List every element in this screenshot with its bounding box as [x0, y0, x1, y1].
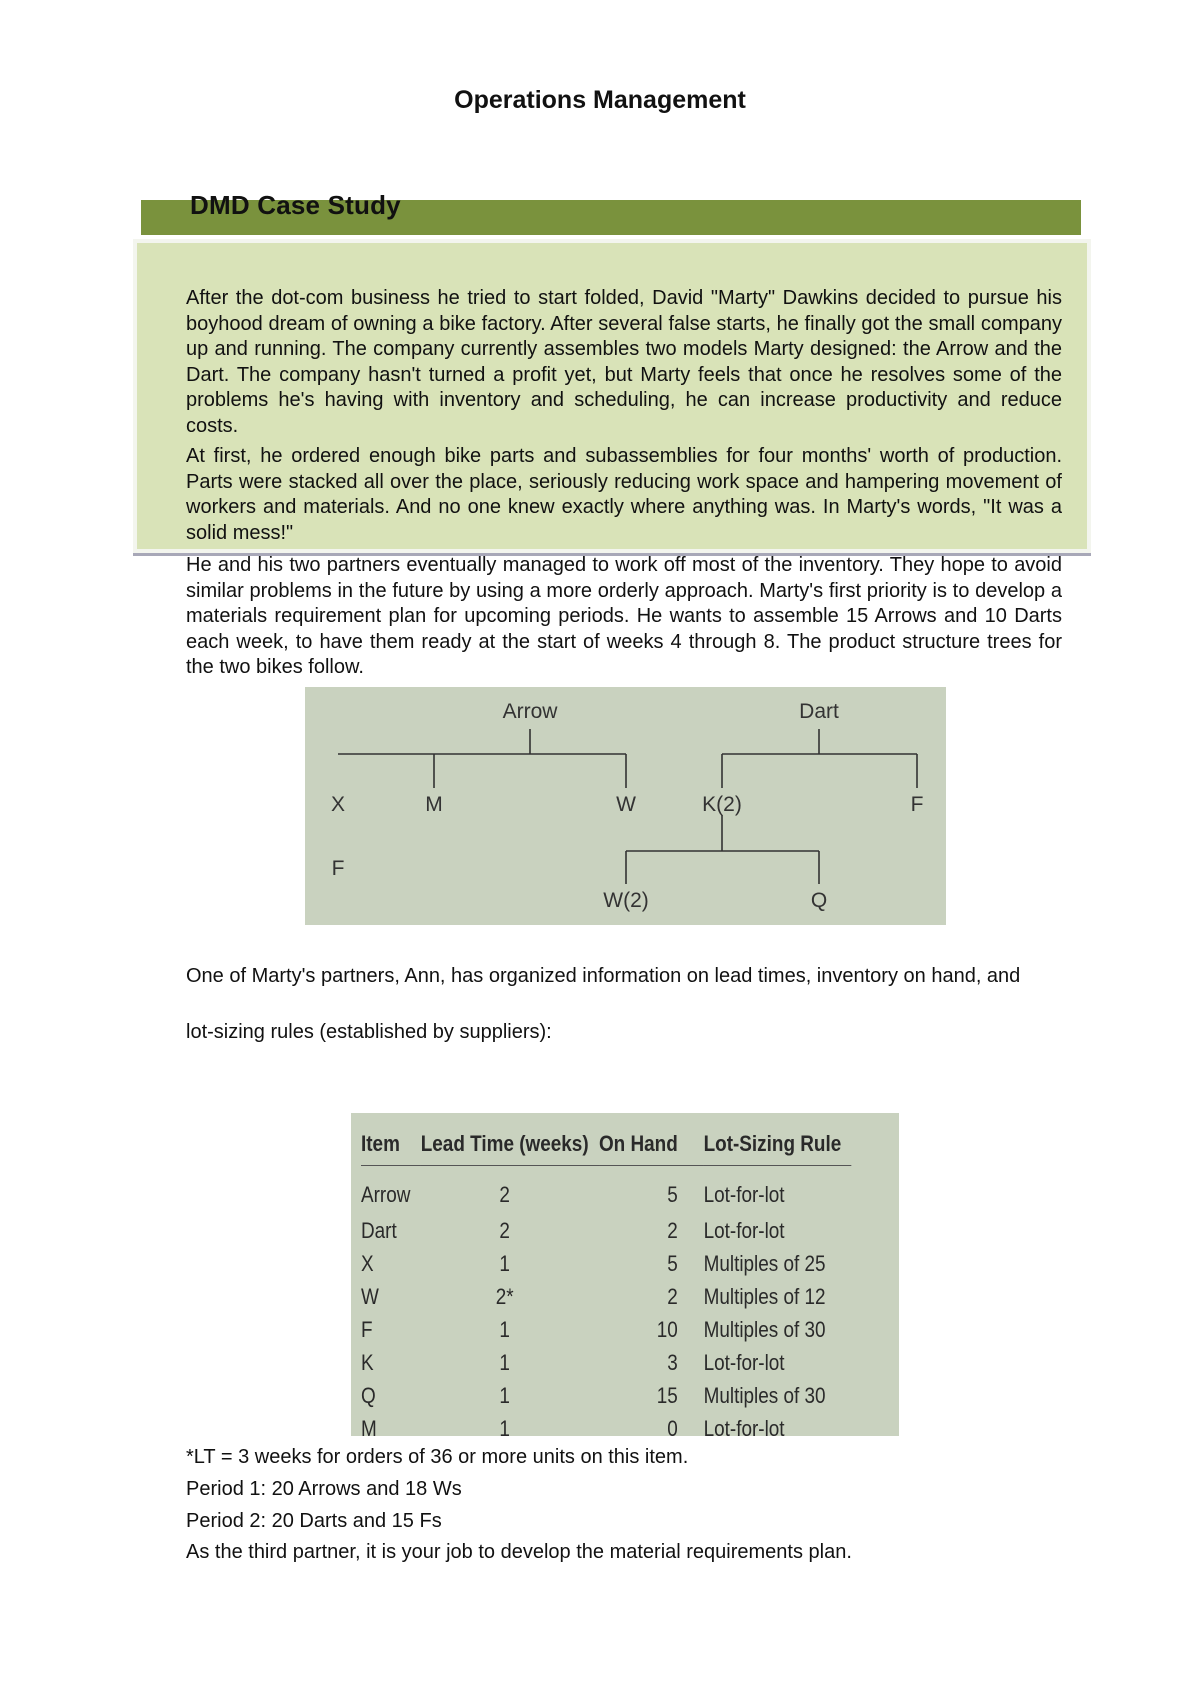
tree-node-arrow: Arrow [502, 700, 558, 723]
tree-node-x: X [330, 793, 346, 816]
cell-on-hand: 3 [667, 1349, 678, 1375]
cell-on-hand: 5 [667, 1250, 678, 1276]
cell-lot-sizing-rule: Multiples of 12 [703, 1283, 826, 1309]
header-lot-sizing-rule: Lot-Sizing Rule [704, 1123, 852, 1166]
table-row [361, 1214, 852, 1247]
table-row [361, 1166, 852, 1215]
body-paragraph-1: He and his two partners eventually managed to work off most of the inventory. They hope to avoid similar problems in the future by using a more orderly approach. Marty's first priority is to develop a materials requirement plan for upcoming periods. He wants to assemble 15 Arrows and 10 Darts each week, to have them ready at the start of weeks 4 through 8. The product structure trees for the two bikes follow. [186, 554, 1062, 679]
tree-node-q: Q [810, 889, 828, 912]
cell-item: Arrow [361, 1182, 411, 1207]
tree-node-f: F [910, 793, 924, 816]
cell-lead-time: 1 [499, 1349, 510, 1375]
tree-node-x-f: F [331, 857, 345, 880]
table-row [361, 1247, 852, 1280]
cell-on-hand: 5 [667, 1182, 678, 1207]
cell-item: F [361, 1316, 373, 1342]
cell-lead-time: 2 [499, 1217, 510, 1243]
cell-lot-sizing-rule: Multiples of 30 [703, 1382, 826, 1408]
cell-on-hand: 2 [667, 1283, 678, 1309]
lot-sizing-table-panel [351, 1113, 899, 1441]
table-row [361, 1346, 852, 1379]
cell-item: Q [361, 1382, 376, 1408]
cell-lead-time: 1 [499, 1382, 510, 1408]
tree-node-dart: Dart [799, 700, 839, 723]
header-on-hand: On Hand [599, 1123, 704, 1166]
table-row [361, 1412, 852, 1445]
product-structure-diagram [305, 687, 946, 925]
header-item: Item [361, 1123, 421, 1166]
period-2-note: Period 2: 20 Darts and 15 Fs [186, 1510, 442, 1532]
cell-on-hand: 10 [656, 1316, 678, 1342]
tree-node-m: M [425, 793, 443, 816]
cell-on-hand: 15 [656, 1382, 678, 1408]
body-paragraph-3: lot-sizing rules (established by suppliers): [186, 1021, 552, 1043]
cell-lead-time: 2* [495, 1283, 514, 1309]
cell-item: W [361, 1283, 379, 1309]
lead-time-footnote: *LT = 3 weeks for orders of 36 or more units on this item. [186, 1446, 689, 1468]
table-header-row [361, 1123, 852, 1166]
page-title: Operations Management [454, 86, 746, 114]
cell-item: K [361, 1349, 374, 1375]
tree-node-k2: K(2) [702, 793, 742, 816]
case-paragraph-2: At first, he ordered enough bike parts and subassemblies for four months' worth of production. Parts were stacked all over the place, seriously reducing work space and hampering movement of workers and materials. And no one knew exactly where anything was. In Marty's words, "It was a solid mess!" [186, 445, 1062, 544]
cell-lot-sizing-rule: Lot-for-lot [703, 1349, 785, 1375]
cell-lead-time: 1 [499, 1316, 510, 1342]
case-paragraph-1: After the dot-com business he tried to start folded, David "Marty" Dawkins decided to pursue his boyhood dream of owning a bike factory. After several false starts, he finally got the small company up and running. The company currently assembles two models Marty designed: the Arrow and the Dart. The company hasn't turned a profit yet, but Marty feels that once he resolves some of the problems he's having with inventory and scheduling, he can increase productivity and reduce costs. [186, 287, 1062, 437]
cell-lot-sizing-rule: Lot-for-lot [703, 1217, 785, 1243]
cell-on-hand: 0 [667, 1415, 678, 1441]
header-lead-time: Lead Time (weeks) [421, 1123, 599, 1166]
table-row [361, 1313, 852, 1346]
cell-item: X [361, 1250, 374, 1276]
cell-lot-sizing-rule: Lot-for-lot [703, 1182, 785, 1207]
cell-item: M [361, 1415, 377, 1441]
product-structure-tree [305, 687, 946, 925]
cell-lot-sizing-rule: Multiples of 25 [703, 1250, 826, 1276]
tree-node-w2: W(2) [603, 889, 649, 912]
closing-instruction: As the third partner, it is your job to develop the material requirements plan. [186, 1541, 852, 1563]
table-row [361, 1379, 852, 1412]
cell-lot-sizing-rule: Multiples of 30 [703, 1316, 826, 1342]
cell-lot-sizing-rule: Lot-for-lot [703, 1415, 785, 1441]
lot-sizing-table [361, 1123, 852, 1445]
cell-lead-time: 2 [499, 1182, 510, 1207]
cell-item: Dart [361, 1217, 397, 1243]
body-paragraph-2: One of Marty's partners, Ann, has organized information on lead times, inventory on hand, and [186, 965, 1021, 987]
cell-lead-time: 1 [499, 1250, 510, 1276]
period-1-note: Period 1: 20 Arrows and 18 Ws [186, 1478, 462, 1500]
table-row [361, 1280, 852, 1313]
cell-on-hand: 2 [667, 1217, 678, 1243]
tree-node-w: W [616, 793, 636, 816]
cell-lead-time: 1 [499, 1415, 510, 1441]
case-study-title: DMD Case Study [190, 190, 401, 220]
